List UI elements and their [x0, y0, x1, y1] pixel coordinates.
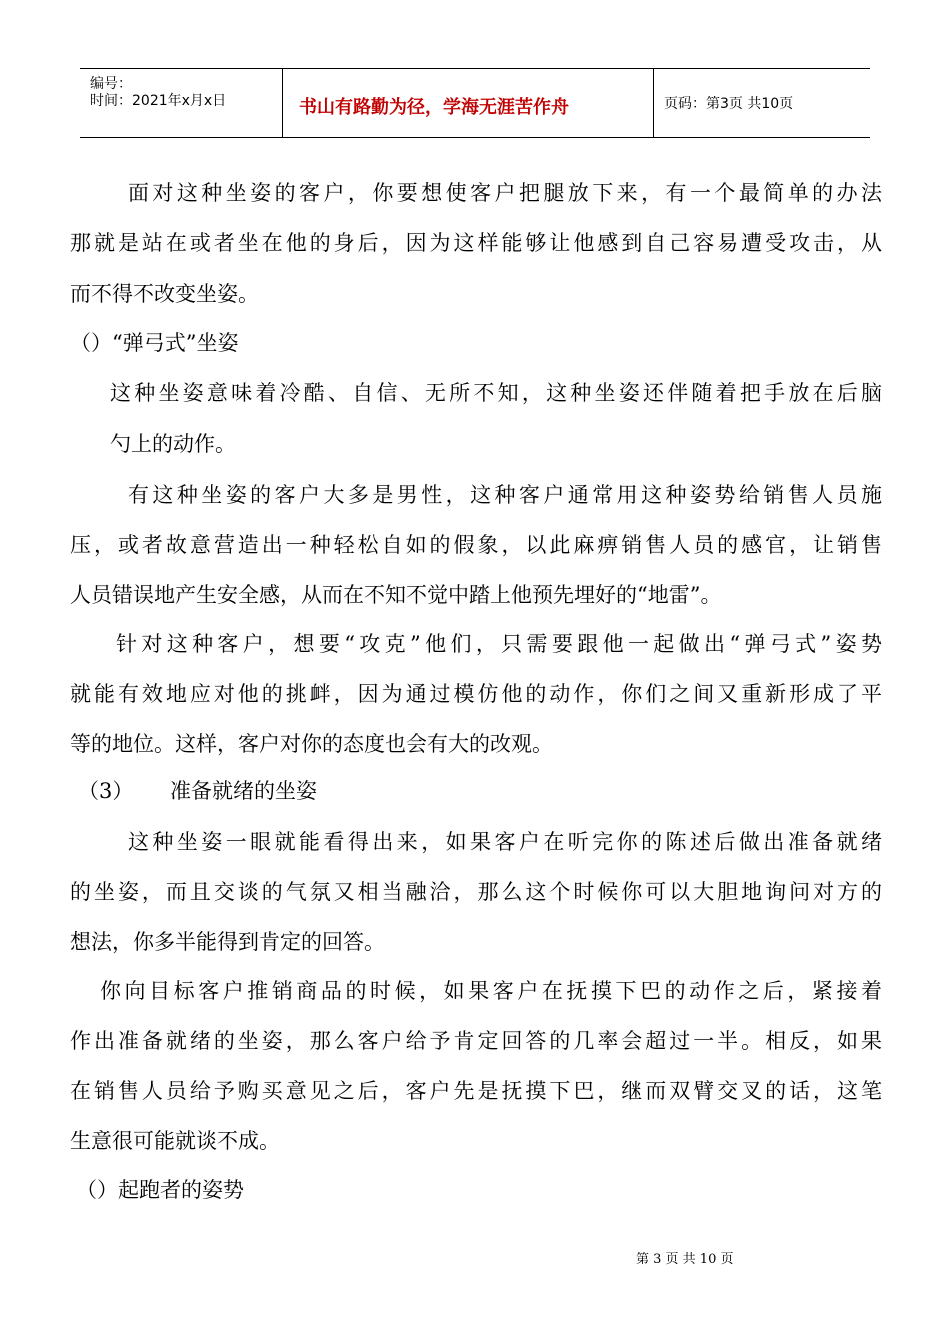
document-number-label: 编号： — [90, 76, 132, 92]
paragraph-line: 而不得不改变坐姿。 — [70, 282, 259, 306]
section-heading: 准备就绪的坐姿 — [170, 779, 317, 803]
document-date-label: 时间：2021年x月x日 — [90, 93, 227, 109]
paragraph-line: 就能有效地应对他的挑衅，因为通过模仿他的动作，你们之间又重新形成了平 — [70, 682, 882, 706]
paragraph-line: 作出准备就绪的坐姿，那么客户给予肯定回答的几率会超过一半。相反，如果 — [70, 1029, 882, 1053]
paragraph-line: 勺上的动作。 — [110, 432, 236, 456]
page-header — [80, 68, 870, 138]
paragraph-line: 有这种坐姿的客户大多是男性，这种客户通常用这种姿势给销售人员施 — [128, 483, 882, 507]
paragraph-line: 这种坐姿意味着冷酷、自信、无所不知，这种坐姿还伴随着把手放在后脑 — [110, 381, 882, 405]
paragraph-line: 想法，你多半能得到肯定的回答。 — [70, 930, 385, 954]
paragraph-line: 在销售人员给予购买意见之后，客户先是抚摸下巴，继而双臂交叉的话，这笔 — [70, 1079, 882, 1103]
header-motto: 书山有路勤为径，学海无涯苦作舟 — [299, 97, 569, 118]
section-heading: （）“弹弓式”坐姿 — [70, 331, 239, 355]
paragraph-line: 面对这种坐姿的客户，你要想使客户把腿放下来，有一个最简单的办法 — [128, 181, 882, 205]
paragraph-line: 等的地位。这样，客户对你的态度也会有大的改观。 — [70, 732, 553, 756]
paragraph-line: 针对这种客户，想要“攻克”他们，只需要跟他一起做出“弹弓式”姿势 — [116, 632, 882, 656]
paragraph-line: 人员错误地产生安全感，从而在不知不觉中踏上他预先埋好的“地雷”。 — [70, 583, 722, 607]
paragraph-line: 你向目标客户推销商品的时候，如果客户在抚摸下巴的动作之后，紧接着 — [100, 979, 882, 1003]
paragraph-line: 生意很可能就谈不成。 — [70, 1129, 280, 1153]
section-heading-number: （3） — [78, 779, 134, 803]
paragraph-line: 这种坐姿一眼就能看得出来，如果客户在听完你的陈述后做出准备就绪 — [128, 830, 882, 854]
paragraph-line: 的坐姿，而且交谈的气氛又相当融洽，那么这个时候你可以大胆地询问对方的 — [70, 880, 882, 904]
paragraph-line: 压，或者故意营造出一种轻松自如的假象，以此麻痹销售人员的感官，让销售 — [70, 533, 882, 557]
section-heading: （）起跑者的姿势 — [76, 1178, 244, 1202]
page-footer: 第 3 页 共 10 页 — [636, 1252, 734, 1267]
header-meta-cell — [80, 69, 283, 137]
header-motto-cell — [283, 69, 654, 137]
header-page-info: 页码：第3页 共10页 — [664, 96, 794, 112]
paragraph-line: 那就是站在或者坐在他的身后，因为这样能够让他感到自己容易遭受攻击，从 — [70, 231, 882, 255]
